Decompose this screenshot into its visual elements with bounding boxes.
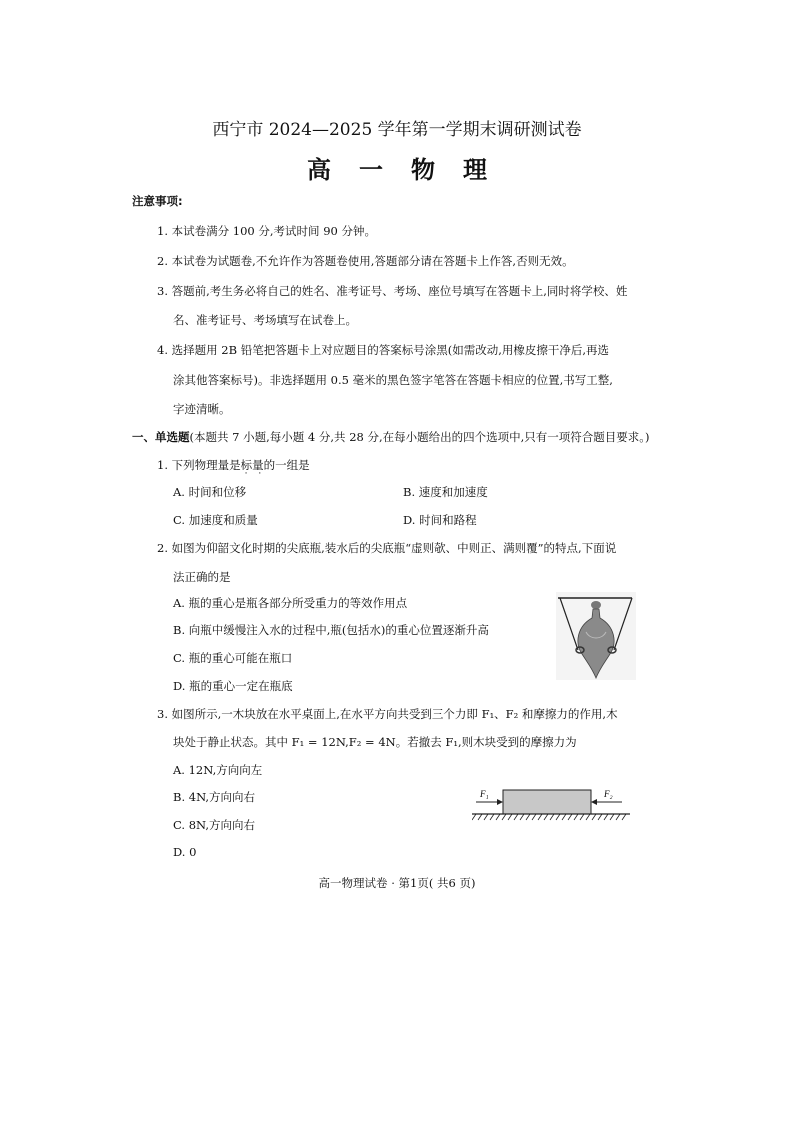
q2-option-d: D. 瓶的重心一定在瓶底 <box>173 679 293 693</box>
q2-stem-cont: 法正确的是 <box>173 570 231 584</box>
section-label: 一、单选题 <box>132 430 190 444</box>
pointed-bottle-figure <box>556 592 636 680</box>
q1-option-d: D. 时间和路程 <box>403 513 477 527</box>
q3-option-a: A. 12N,方向向左 <box>173 763 263 777</box>
notice-line: 字迹清晰。 <box>173 402 231 416</box>
notice-line: 1. 本试卷满分 100 分,考试时间 90 分钟。 <box>157 224 376 238</box>
notice-line: 名、准考证号、考场填写在试卷上。 <box>173 313 357 327</box>
notice-line: 3. 答题前,考生务必将自己的姓名、准考证号、考场、座位号填写在答题卡上,同时将学校、姓 <box>157 284 628 298</box>
q3-option-d: D. 0 <box>173 845 197 859</box>
notice-heading: 注意事项: <box>132 194 183 208</box>
force-f2-label: F₂ <box>604 789 613 799</box>
q2-option-c: C. 瓶的重心可能在瓶口 <box>173 651 293 665</box>
q3-stem: 3. 如图所示,一木块放在水平桌面上,在水平方向共受到三个力即 F₁、F₂ 和摩擦力的作用,木 <box>157 707 618 721</box>
subject-title: 高一物理 <box>307 155 515 184</box>
page-footer: 高一物理试卷 · 第1页( 共6 页) <box>318 876 476 890</box>
notice-line: 2. 本试卷为试题卷,不允许作为答题卷使用,答题部分请在答题卡上作答,否则无效。 <box>157 254 574 268</box>
block-forces-figure <box>472 782 632 826</box>
q1-option-b: B. 速度和加速度 <box>403 485 488 499</box>
notice-line: 涂其他答案标号)。非选择题用 0.5 毫米的黑色签字笔答在答题卡相应的位置,书写工整, <box>173 373 613 387</box>
q1-option-c: C. 加速度和质量 <box>173 513 258 527</box>
q1-option-a: A. 时间和位移 <box>173 485 247 499</box>
q2-option-a: A. 瓶的重心是瓶各部分所受重力的等效作用点 <box>173 596 408 610</box>
q1-stem-pre: 1. 下列物理量是 <box>157 458 241 472</box>
section-heading <box>132 429 650 445</box>
q3-option-b: B. 4N,方向向右 <box>173 790 256 804</box>
q1-stem <box>157 457 310 473</box>
q3-option-c: C. 8N,方向向右 <box>173 818 255 832</box>
exam-title: 西宁市 2024—2025 学年第一学期末调研测试卷 <box>212 120 582 140</box>
notice-line: 4. 选择题用 2B 铅笔把答题卡上对应题目的答案标号涂黑(如需改动,用橡皮擦干净后,再选 <box>157 343 609 357</box>
q2-option-b: B. 向瓶中缓慢注入水的过程中,瓶(包括水)的重心位置逐渐升高 <box>173 623 489 637</box>
q1-stem-post: 的一组是 <box>263 458 310 472</box>
section-description: (本题共 7 小题,每小题 4 分,共 28 分,在每小题给出的四个选项中,只有一项符合题目要求。) <box>189 430 650 444</box>
q3-stem-cont: 块处于静止状态。其中 F₁ = 12N,F₂ = 4N。若撤去 F₁,则木块受到的摩擦力为 <box>173 735 577 749</box>
q1-stem-emphasis: 标量 · · <box>241 458 264 472</box>
force-f1-label: F₁ <box>480 789 489 799</box>
q2-stem: 2. 如图为仰韶文化时期的尖底瓶,装水后的尖底瓶“虚则欹、中则正、满则覆”的特点,下面说 <box>157 541 617 555</box>
